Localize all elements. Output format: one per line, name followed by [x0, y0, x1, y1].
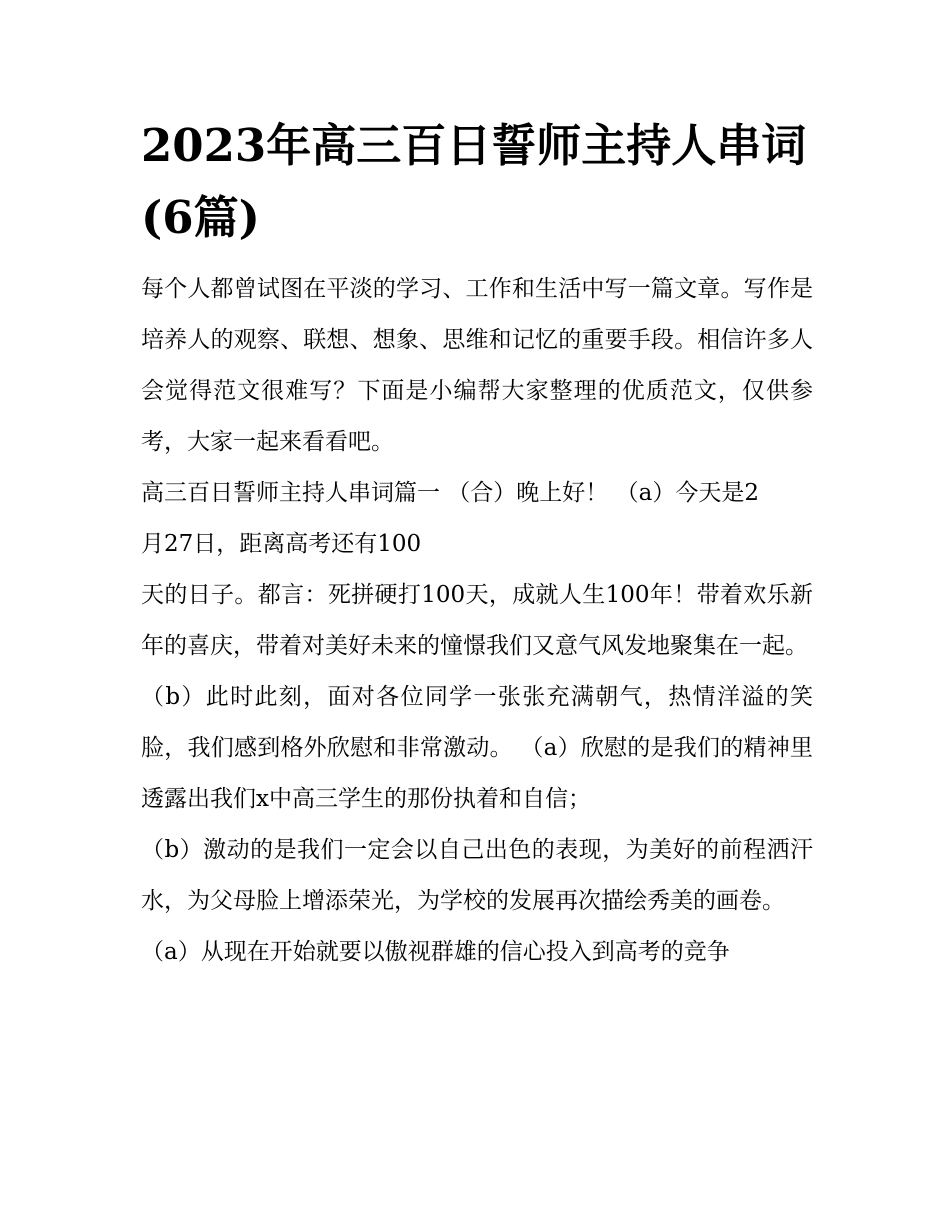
document-title: 2023年高三百日誓师主持人串词(6篇) [141, 119, 807, 244]
body-paragraph-1: 天的日子。都言：死拼硬打100天，成就人生100年！带着欢乐新年的喜庆，带着对美好未来的憧憬我们又意气风发地聚集在一起。 [141, 582, 813, 659]
body-paragraph-3: （b）激动的是我们一定会以自己出色的表现，为美好的前程洒汗水，为父母脸上增添荣光，为学校的发展再次描绘秀美的画卷。 [141, 837, 813, 914]
section-heading-line-2: 月27日，距离高考还有100 [141, 531, 422, 557]
intro-paragraph: 每个人都曾试图在平淡的学习、工作和生活中写一篇文章。写作是培养人的观察、联想、想象、思维和记忆的重要手段。相信许多人会觉得范文很难写？下面是小编帮大家整理的优质范文，仅供参考，大家一起来看看吧。 [141, 276, 813, 455]
section-heading-line-1: 高三百日誓师主持人串词篇一 （合）晚上好！ （a）今天是2 [141, 480, 759, 506]
document-page [141, 110, 813, 978]
body-paragraph-4: （a）从现在开始就要以傲视群雄的信心投入到高考的竞争 [141, 939, 730, 965]
body-paragraph-2: （b）此时此刻，面对各位同学一张张充满朝气，热情洋溢的笑脸，我们感到格外欣慰和非常激动。 （a）欣慰的是我们的精神里透露出我们x中高三学生的那份执着和自信； [141, 684, 813, 812]
